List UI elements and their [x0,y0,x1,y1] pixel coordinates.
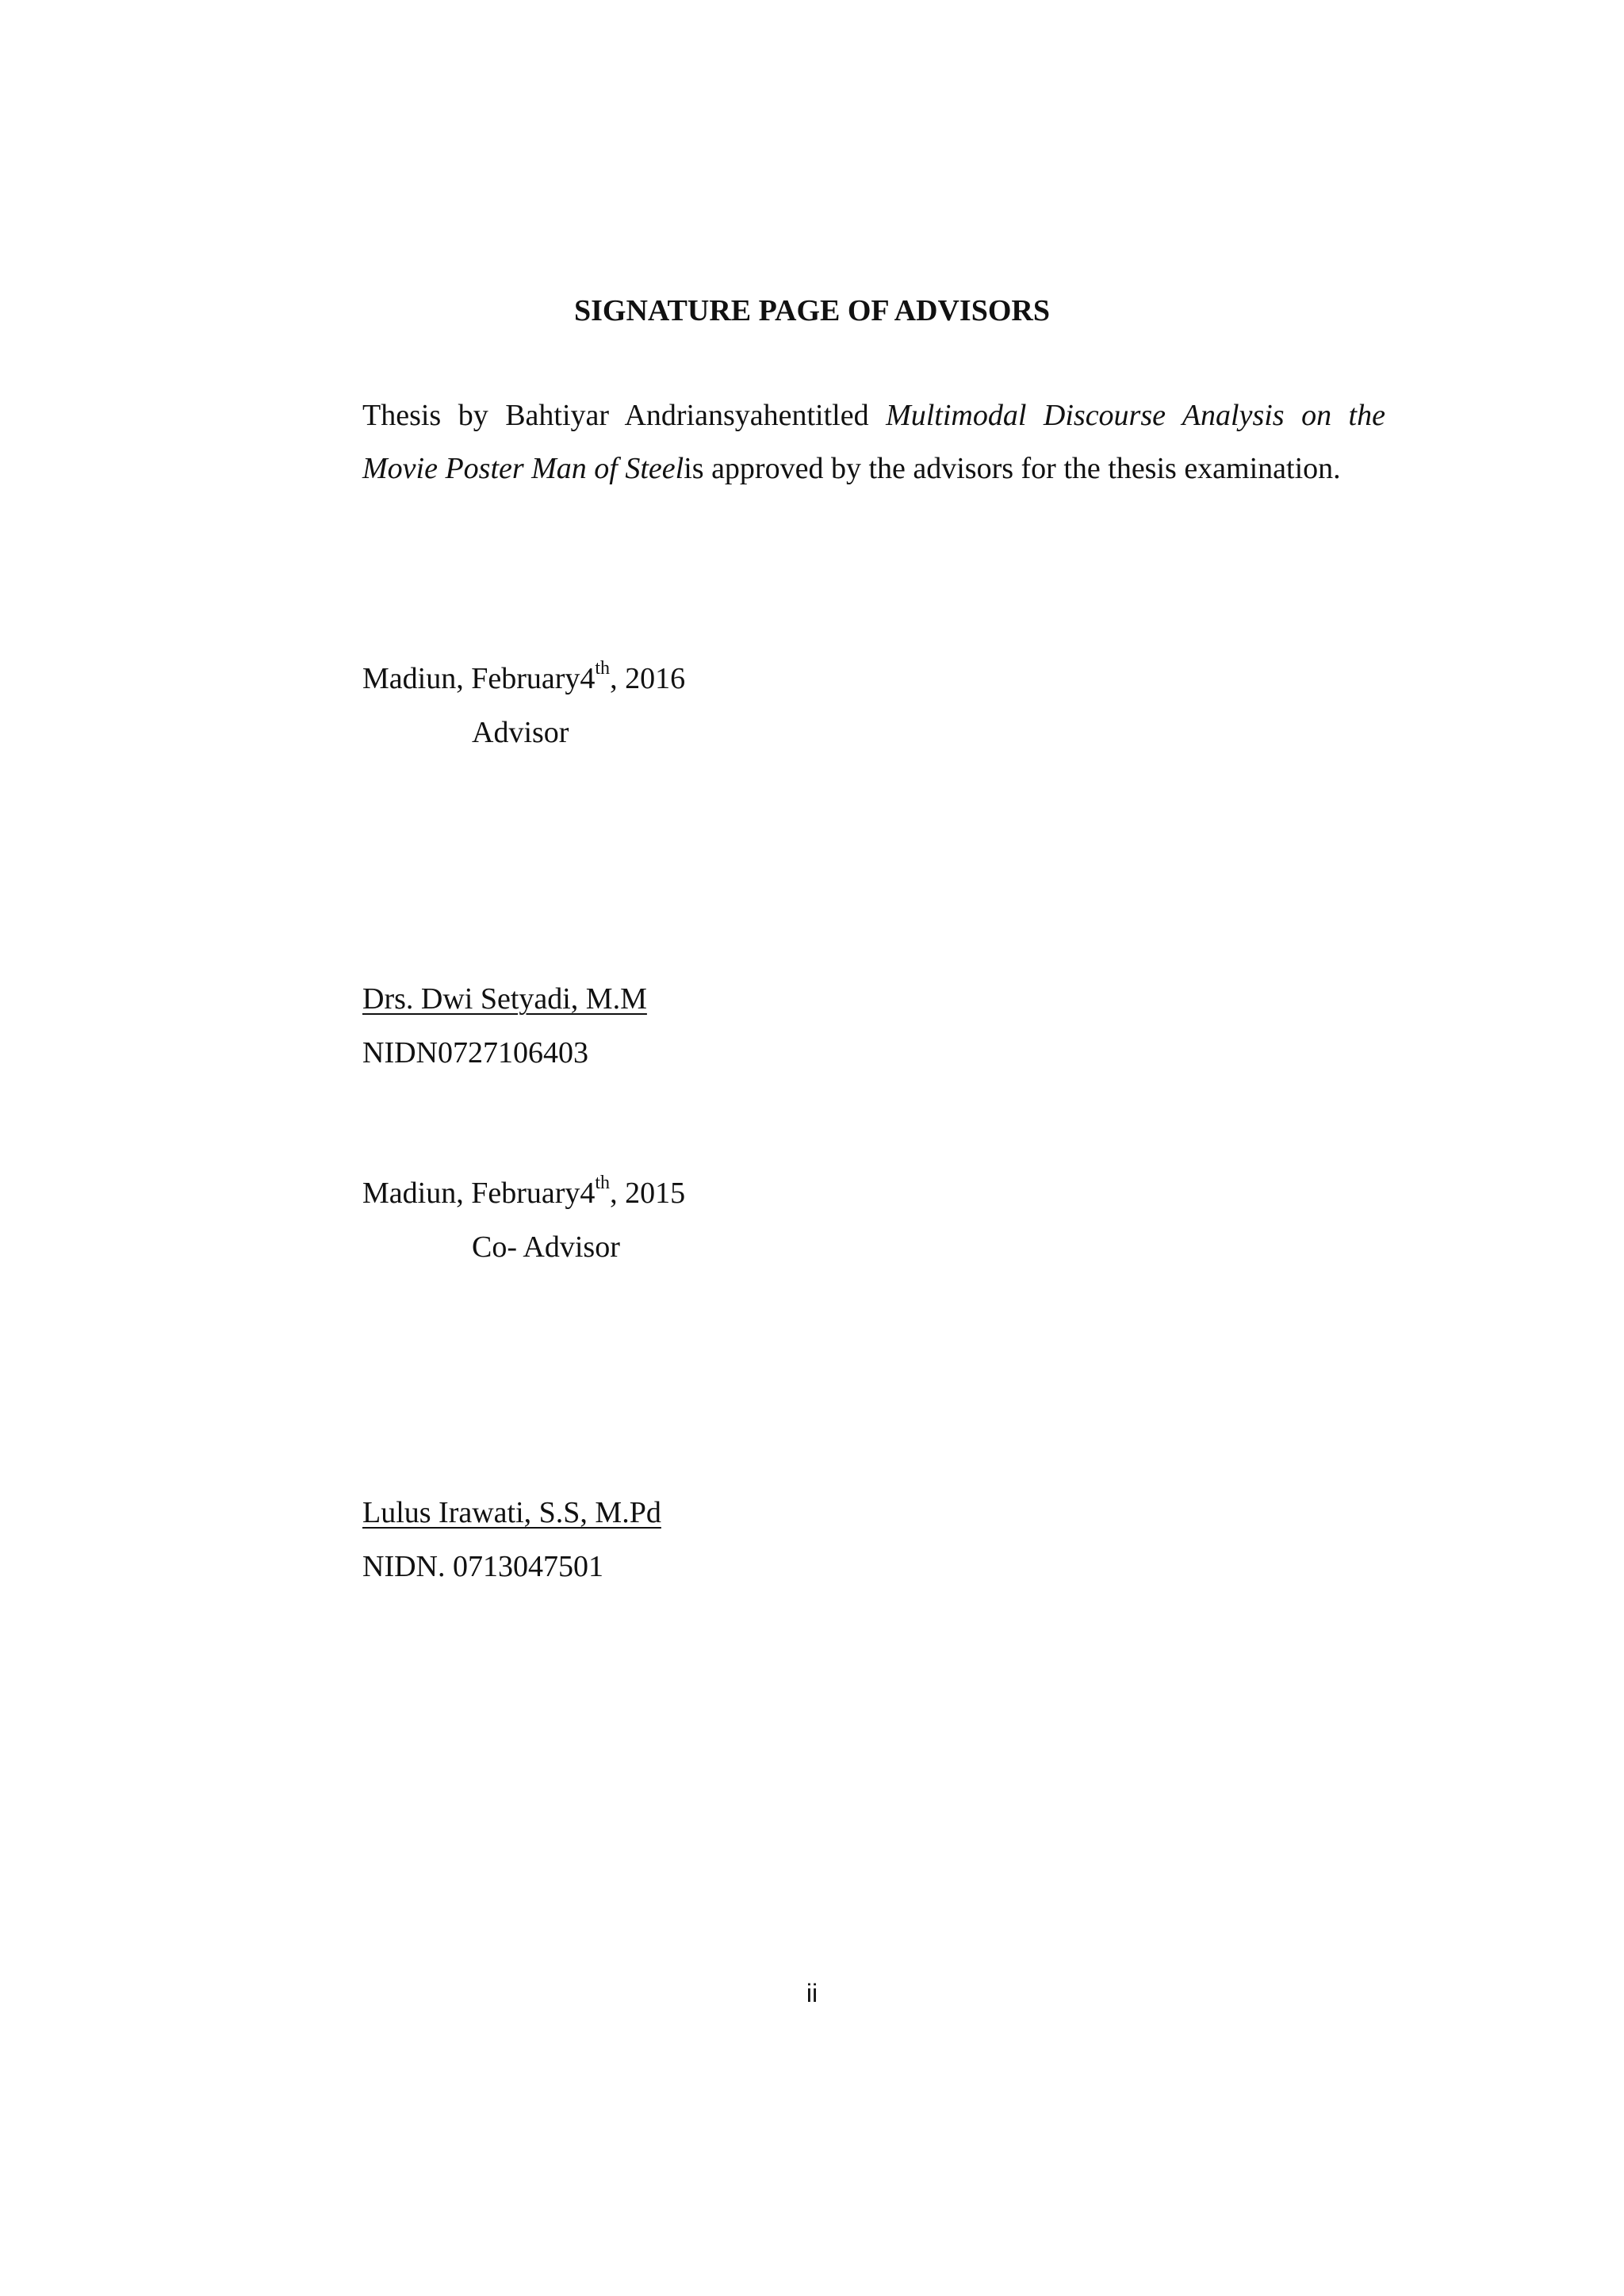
thesis-title-part-1: Multimodal Discourse Analysis on the [886,399,1385,432]
page-number: ii [806,1979,818,2007]
advisor-date-prefix: Madiun, February4 [362,662,596,695]
approval-paragraph [362,389,1385,496]
co-advisor-date-ordinal: th [595,1173,611,1194]
advisor-id: NIDN0727106403 [362,1036,588,1070]
co-advisor-date-year: , 2015 [610,1177,686,1210]
approval-line-2 [362,442,1385,496]
co-advisor-id: NIDN. 0713047501 [362,1550,603,1583]
advisor-date-year: , 2016 [610,662,686,695]
advisor-name-text: Drs. Dwi Setyadi, M.M [362,982,647,1016]
co-advisor-name-text: Lulus Irawati, S.S, M.Pd [362,1496,661,1529]
co-advisor-date-prefix: Madiun, February4 [362,1177,596,1210]
co-advisor-role: Co- Advisor [472,1230,620,1264]
approval-line-1 [362,389,1385,442]
co-advisor-date [362,1168,685,1219]
advisor-date-ordinal: th [595,658,611,679]
co-advisor-name [362,1487,661,1538]
thesis-title-part-2: Movie Poster Man of Steel [362,452,684,485]
approval-suffix: is approved by the advisors for the thesis examination. [684,452,1341,485]
approval-prefix: Thesis by Bahtiyar Andriansyahentitled [362,399,887,432]
advisor-name [362,974,647,1024]
advisor-role: Advisor [472,716,569,749]
advisor-date [362,653,685,704]
page-title: SIGNATURE PAGE OF ADVISORS [573,294,1050,327]
